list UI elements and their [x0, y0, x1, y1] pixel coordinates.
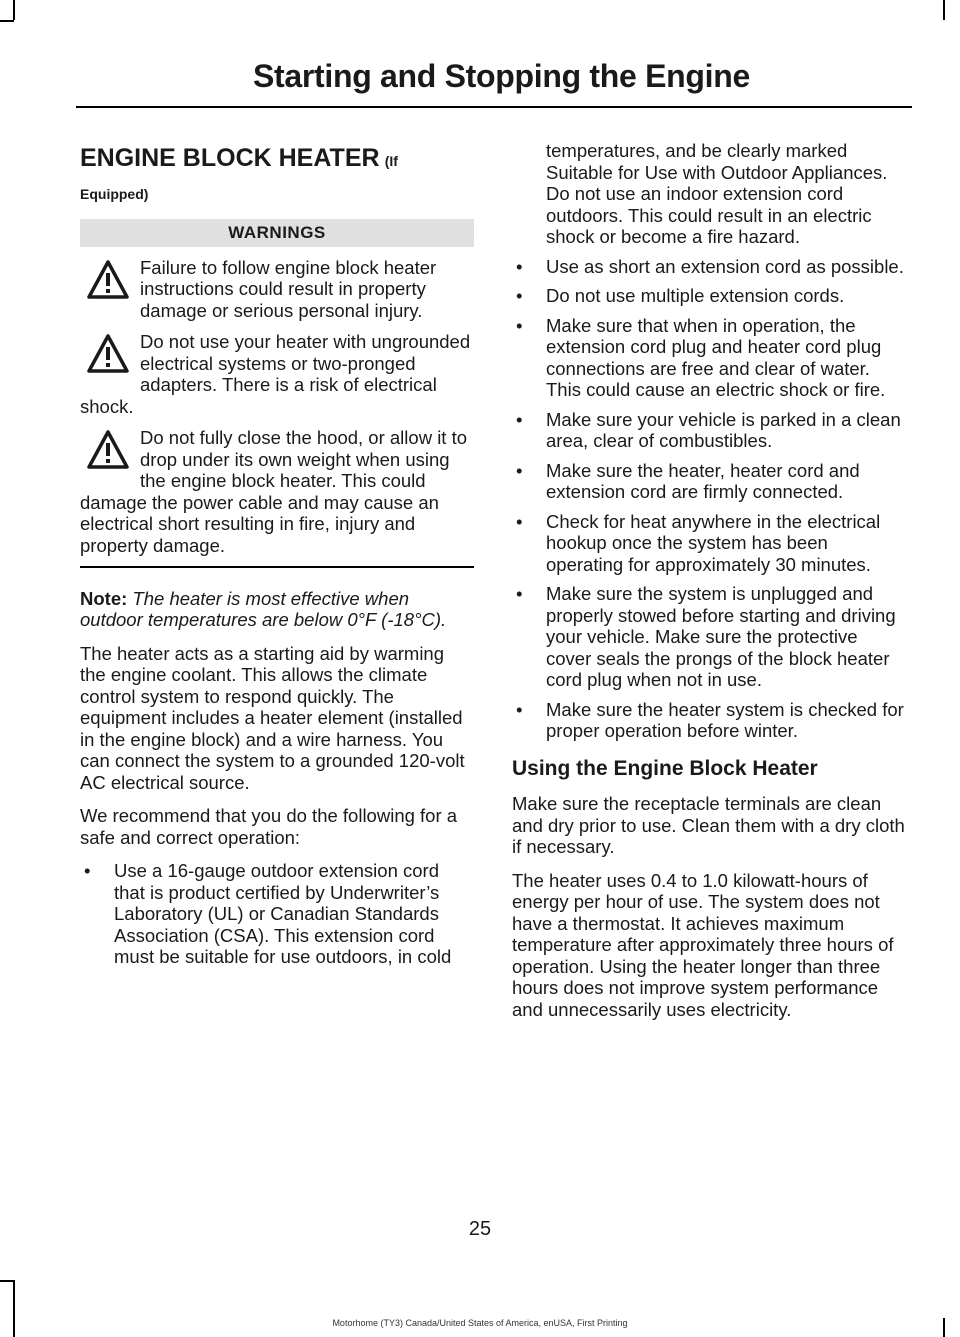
- paragraph: Make sure the receptacle terminals are clean and dry prior to use. Clean them with a dry cloth if necessary.: [512, 793, 905, 857]
- bullet-list: [512, 256, 906, 742]
- list-item: [512, 315, 906, 401]
- list-item: [512, 699, 906, 742]
- warning-triangle-icon: [86, 259, 130, 301]
- paragraph: The heater uses 0.4 to 1.0 kilowatt-hours of energy per hour of use. The system does not have a thermostat. It achieves maximum temperature after approximately three hours of operation. Using the heater longer than three hours does not improve system performance and unnecessarily uses electricity.: [512, 869, 894, 1020]
- note-text: The heater is most effective when outdoor temperatures are below 0°F (-18°C).: [80, 587, 447, 630]
- warning-triangle-icon: [86, 333, 130, 375]
- list-item: [512, 285, 906, 307]
- list-item: [512, 583, 906, 691]
- section-heading: [80, 146, 474, 201]
- warning-text: Failure to follow engine block heater instructions could result in property damage or serious personal injury.: [140, 256, 437, 321]
- list-item-text: Make sure the heater, heater cord and extension cord are firmly connected.: [546, 459, 860, 502]
- warning-triangle-icon: [86, 429, 130, 471]
- list-item-text: Use a 16-gauge outdoor extension cord that is product certified by Underwriter’s Laboratory (UL) or Canadian Standards Association (CSA). This extension cord must be suitable for use outdoors, in cold: [114, 860, 452, 967]
- bullet-icon: •: [516, 698, 523, 720]
- warnings-end-rule: [80, 566, 474, 568]
- section-heading-main: ENGINE BLOCK HEATER: [80, 144, 380, 172]
- crop-mark-top-left-v: [13, 0, 15, 20]
- list-item-text: Make sure your vehicle is parked in a clean area, clear of combustibles.: [546, 408, 901, 451]
- list-item-text: Check for heat anywhere in the electrical hookup once the system has been operating for approximately 30 minutes.: [546, 510, 881, 575]
- bullet-icon: •: [84, 860, 91, 881]
- subheading: Using the Engine Block Heater: [512, 756, 818, 780]
- paragraph: We recommend that you do the following for a safe and correct operation:: [80, 805, 458, 848]
- page-title: Starting and Stopping the Engine: [252, 58, 750, 94]
- list-item: [512, 460, 906, 503]
- bullet-icon: •: [516, 408, 523, 430]
- list-item-text: Do not use multiple extension cords.: [546, 285, 845, 306]
- note: [80, 588, 474, 631]
- section-heading-suffix: (If: [384, 153, 398, 169]
- warning-text: Do not fully close the hood, or allow it to drop under its own weight when using the engine block heater. This could damage the power cable and may cause an electrical short resulting in fire, injury and property damage.: [80, 427, 468, 556]
- warning-item: [80, 427, 474, 556]
- right-column: [512, 140, 906, 1032]
- list-item: [512, 256, 906, 278]
- page-number: 25: [468, 1218, 492, 1240]
- bullet-icon: •: [516, 510, 523, 532]
- crop-mark-bottom-left-v: [13, 1280, 15, 1337]
- bullet-icon: •: [516, 583, 523, 604]
- list-item-text: Make sure the heater system is checked for proper operation before winter.: [546, 698, 904, 741]
- bullet-icon: •: [516, 285, 523, 306]
- paragraph: The heater acts as a starting aid by warming the engine coolant. This allows the climate control system to respond quickly. The equipment includes a heater element (installed in the engine block) and a wire harness. You can connect the system to a grounded 120-volt AC electrical source.: [80, 642, 465, 793]
- title-divider: [76, 106, 912, 108]
- warning-item: [80, 257, 474, 322]
- note-label: Note:: [80, 587, 128, 609]
- bullet-icon: •: [516, 255, 523, 277]
- crop-mark-bottom-left-h: [0, 1280, 14, 1282]
- crop-mark-top-left-h: [0, 20, 14, 22]
- warnings-header: WARNINGS: [80, 219, 474, 247]
- list-item: [512, 409, 906, 452]
- footer-text: Motorhome (TY3) Canada/United States of America, enUSA, First Printing: [332, 1318, 628, 1328]
- warning-item: [80, 331, 474, 417]
- list-item-text: Make sure that when in operation, the extension cord plug and heater cord plug connections are free and clear of water. This could cause an electric shock or fire.: [546, 314, 886, 400]
- list-item: [512, 511, 906, 576]
- list-item-continued: temperatures, and be clearly marked Suitable for Use with Outdoor Appliances. Do not use an indoor extension cord outdoors. This could result in an electric shock or become a fire hazard.: [546, 140, 888, 247]
- bullet-icon: •: [516, 459, 523, 481]
- list-item-text: Use as short an extension cord as possible.: [546, 255, 904, 277]
- bullet-list: [80, 860, 474, 968]
- crop-mark-top-right-v: [943, 0, 945, 20]
- left-column: [80, 140, 474, 978]
- list-item: [80, 860, 474, 968]
- bullet-icon: •: [516, 314, 523, 336]
- warning-text: Do not use your heater with ungrounded electrical systems or two-pronged adapters. There is a risk of electrical shock.: [80, 331, 471, 417]
- section-heading-suffix-cont: Equipped): [80, 186, 149, 202]
- list-item-text: Make sure the system is unplugged and properly stowed before starting and driving your vehicle. Make sure the protective cover seals the prongs of the block heater cord plug when not in use.: [546, 583, 896, 690]
